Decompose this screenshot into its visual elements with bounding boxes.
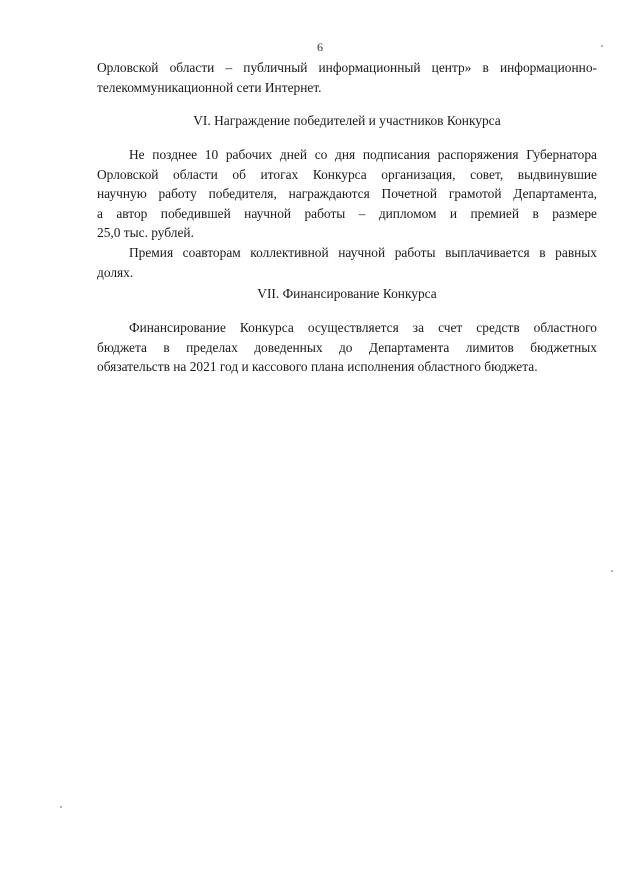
s7p1-line-3: обязательств на 2021 год и кассового плана исполнения областного бюджета.	[97, 359, 538, 375]
s7p1-line-2: бюджета в пределах доведенных до Департамента лимитов бюджетных	[97, 339, 597, 355]
s6p1-line-4: а автор победившей научной работы – дипломом и премией в размере	[97, 205, 597, 221]
section-6-heading: VI. Награждение победителей и участников Конкурса	[193, 113, 501, 128]
s6p1-line-3: научную работу победителя, награждаются Почетной грамотой Департамента,	[97, 186, 597, 202]
section-7-paragraph-1	[97, 318, 597, 377]
page-number: 6	[317, 40, 323, 54]
s6p2-line-2: долях.	[97, 264, 134, 280]
intro-line-1: Орловской области – публичный информационный центр» в информационно-	[97, 60, 597, 75]
intro-line-2: телекоммуникационной сети Интернет.	[97, 79, 322, 95]
scan-speck	[601, 45, 603, 47]
section-7-heading: VII. Финансирование Конкурса	[257, 286, 437, 301]
s6p1-line-5: 25,0 тыс. рублей.	[97, 225, 194, 241]
scan-speck	[611, 570, 613, 572]
s6p1-line-1: Не позднее 10 рабочих дней со дня подписания распоряжения Губернатора	[129, 147, 597, 162]
s6p2-line-1: Премия соавторам коллективной научной работы выплачивается в равных	[129, 245, 597, 260]
intro-paragraph	[97, 58, 597, 97]
section-6-paragraph-1	[97, 145, 597, 243]
s6p1-line-2: Орловской области об итогах Конкурса организация, совет, выдвинувшие	[97, 166, 597, 182]
scan-speck	[60, 806, 62, 808]
section-6-paragraph-2	[97, 243, 597, 282]
s7p1-line-1: Финансирование Конкурса осуществляется за счет средств областного	[129, 320, 597, 335]
